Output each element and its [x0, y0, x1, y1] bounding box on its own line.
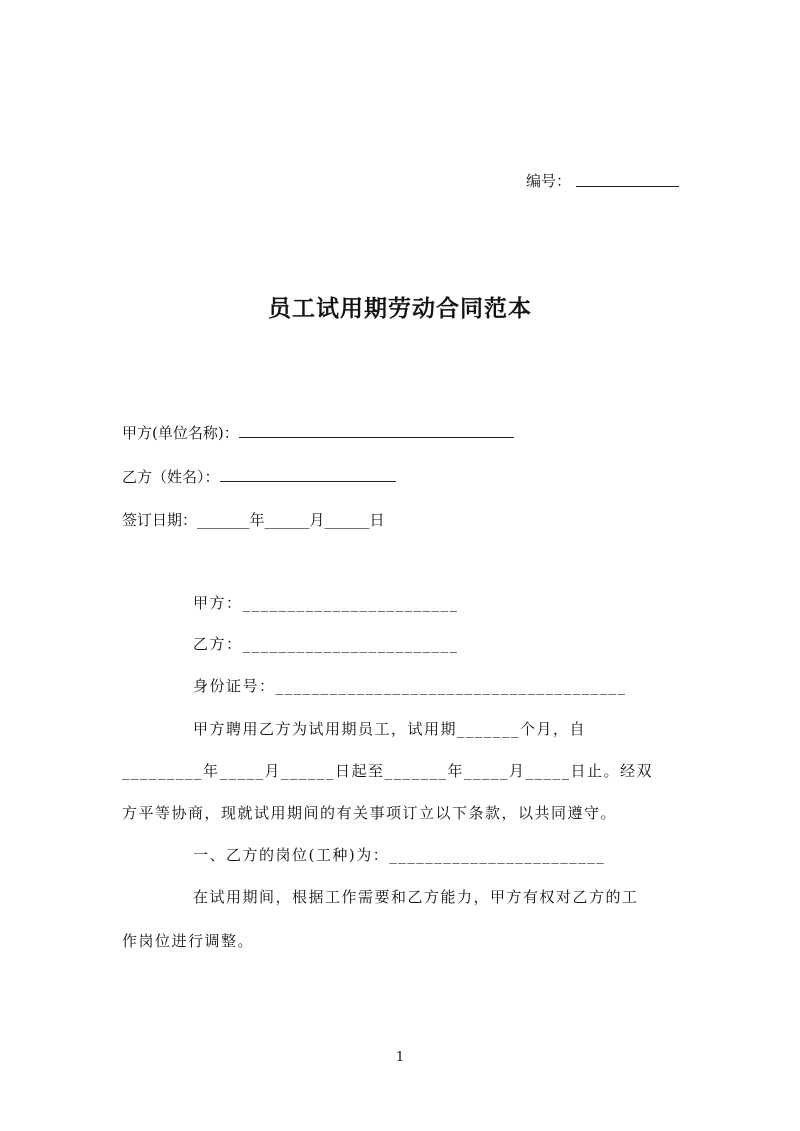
party-a-unit-label: 甲方(单位名称)： — [122, 424, 239, 442]
party-a-unit-blank — [239, 423, 514, 438]
paragraph-1-line-3: 方平等协商，现就试用期间的有关事项订立以下条款，以共同遵守。 — [122, 804, 618, 822]
document-title: 员工试用期劳动合同范本 — [268, 296, 532, 322]
contract-number-blank — [576, 176, 679, 187]
party-b-name-blank — [220, 467, 396, 482]
paragraph-1-line-2: _________年_____月______日起至_______年_____月_____日止。经双 — [122, 762, 654, 780]
paragraph-2-line-1: 在试用期间，根据工作需要和乙方能力，甲方有权对乙方的工 — [193, 888, 639, 906]
clause-1-position: 一、乙方的岗位(工种)为：________________________ — [193, 846, 606, 864]
sign-date-label: 签订日期： — [122, 511, 198, 529]
page-number: 1 — [395, 1050, 405, 1065]
id-number-line: 身份证号：_______________________________________ — [193, 677, 627, 695]
sign-date-blanks: _______年______月______日 — [197, 511, 385, 529]
paragraph-2-line-2: 作岗位进行调整。 — [122, 932, 255, 950]
sign-date-row — [122, 509, 385, 530]
party-a-unit-row — [122, 422, 514, 443]
party-b-name-label: 乙方（姓名）： — [122, 468, 220, 486]
party-b-name-row — [122, 466, 396, 487]
party-a-line: 甲方：________________________ — [193, 594, 459, 612]
paragraph-1-line-1: 甲方聘用乙方为试用期员工，试用期_______个月，自 — [193, 720, 587, 738]
party-b-line: 乙方：________________________ — [193, 635, 459, 653]
contract-number-label: 编号： — [526, 172, 572, 190]
